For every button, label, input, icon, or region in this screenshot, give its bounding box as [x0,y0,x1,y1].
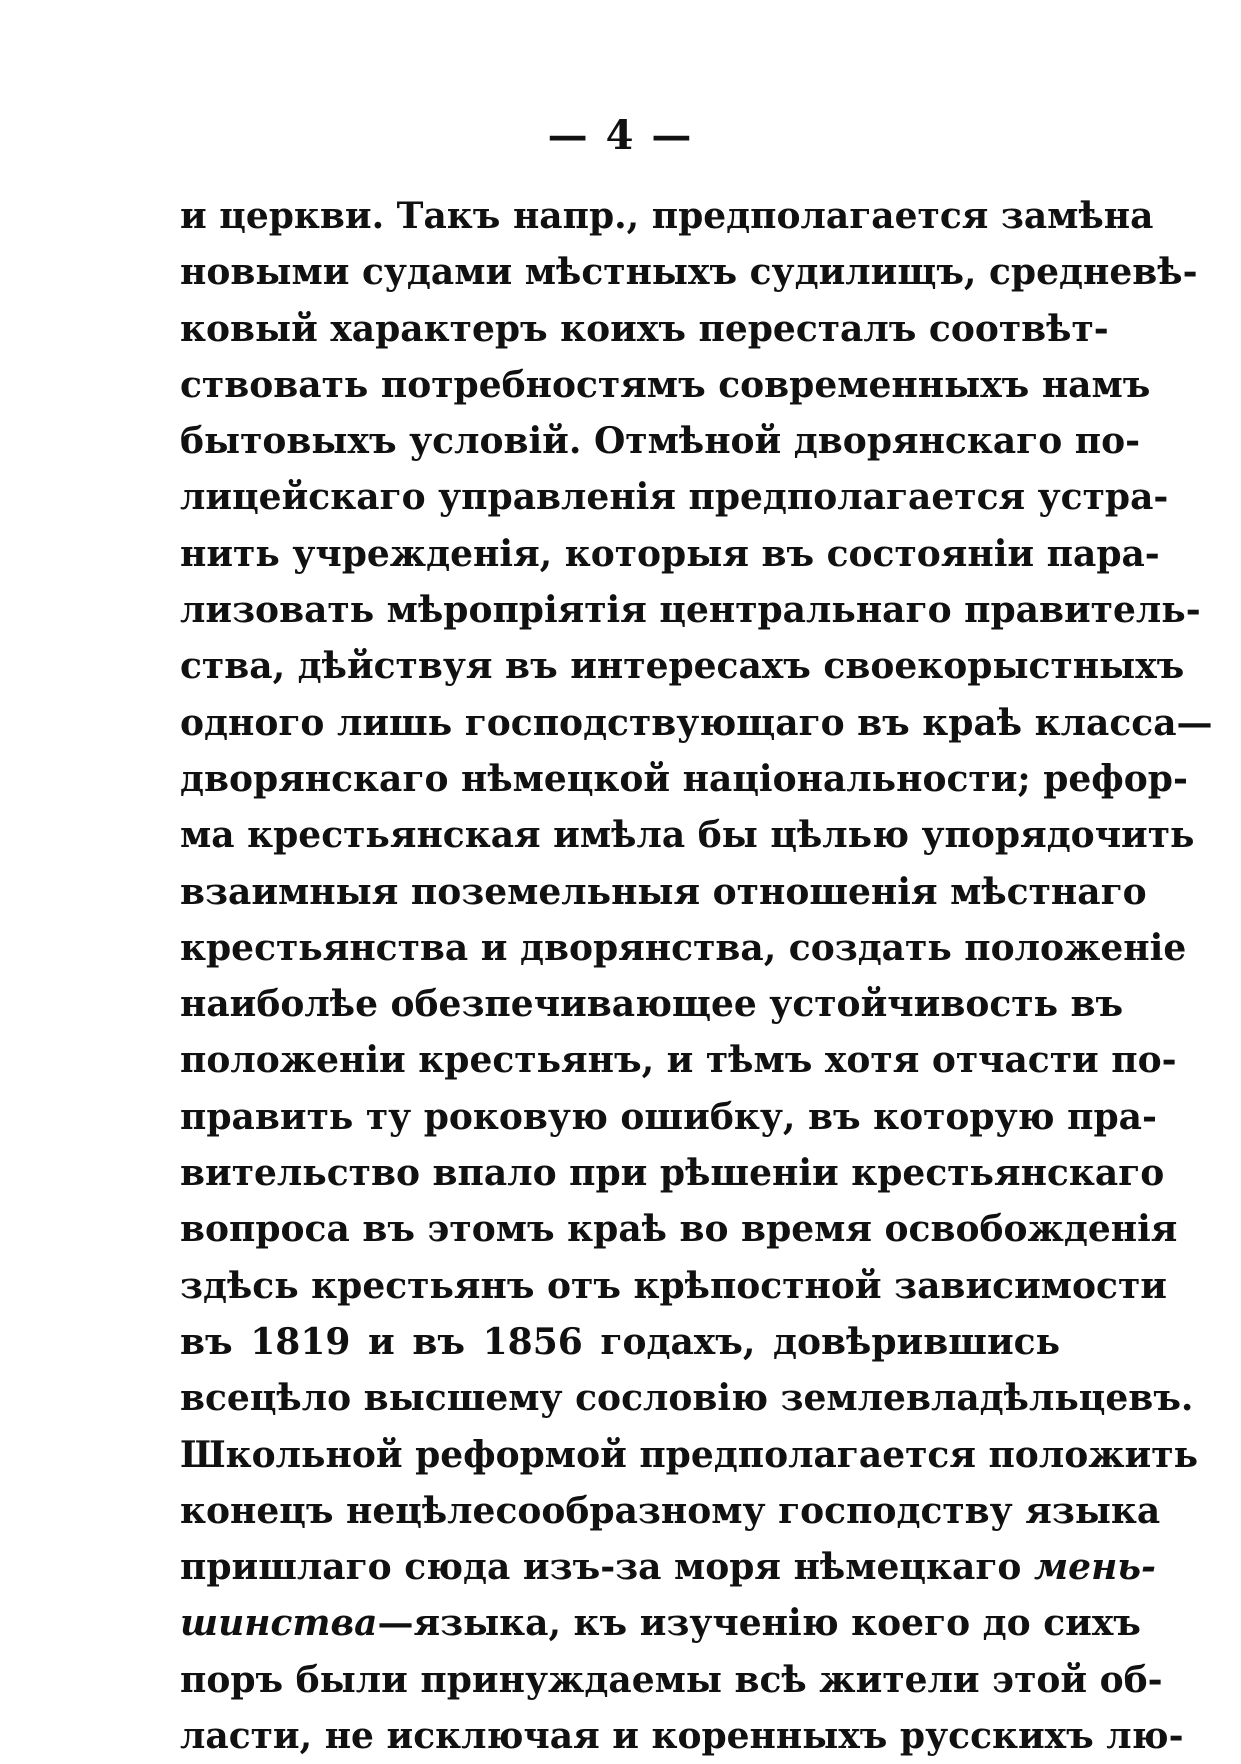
text-run: —языка, къ изученію коего до сихъ [377,1602,1141,1645]
text-line: ковый характеръ коихъ пересталъ соотвѣт- [180,307,1109,350]
text-line: ласти, не исключая и коренныхъ русскихъ лю- [180,1715,1184,1758]
text-line: новыми судами мѣстныхъ судилищъ, средневѣ- [180,251,1198,294]
text-line: здѣсь крестьянъ отъ крѣпостной зависимости [180,1264,1167,1307]
text-line: поръ были принуждаемы всѣ жители этой об- [180,1658,1163,1701]
text-line: конецъ нецѣлесообразному господству языка [180,1489,1161,1532]
text-line: всецѣло высшему сословію землевладѣльцевъ. [180,1377,1194,1420]
text-line: Школьной реформой предполагается положить [180,1433,1199,1476]
text-run: пришлаго сюда изъ-за моря нѣмецкаго [180,1546,1034,1589]
text-line: ма крестьянская имѣла бы цѣлью упорядочить [180,814,1195,857]
text-line: въ 1819 и въ 1856 годахъ, довѣрившись [180,1320,1060,1363]
text-line: лицейскаго управленія предполагается устра- [180,476,1169,519]
text-line: взаимныя поземельныя отношенія мѣстнаго [180,870,1147,913]
text-line-with-italic [180,1539,1156,1595]
text-line: положеніи крестьянъ, и тѣмъ хотя отчасти по- [180,1039,1177,1082]
text-line-with-italic [180,1595,1141,1651]
text-line: одного лишь господствующаго въ краѣ класса— [180,701,1213,744]
body-text [180,188,1213,1764]
page-number: — 4 — [547,112,694,159]
text-line: дворянскаго нѣмецкой національности; рефор- [180,757,1188,800]
text-line: бытовыхъ условій. Отмѣной дворянскаго по- [180,420,1141,463]
text-line: нить учрежденія, которыя въ состояніи пара- [180,532,1160,575]
text-line: править ту роковую ошибку, въ которую пра- [180,1095,1157,1138]
text-line: наиболѣе обезпечивающее устойчивость въ [180,983,1124,1026]
text-line: лизовать мѣропріятія центральнаго правитель- [180,589,1201,632]
text-line: крестьянства и дворянства, создать положеніе [180,926,1187,969]
text-line: вопроса въ этомъ краѣ во время освобожденія [180,1208,1178,1251]
text-line: вительство впало при рѣшеніи крестьянскаго [180,1152,1165,1195]
text-line: ства, дѣйствуя въ интересахъ своекорыстныхъ [180,645,1185,688]
italic-text-run: мень- [1033,1546,1156,1589]
text-line: ствовать потребностямъ современныхъ намъ [180,363,1151,406]
italic-text-run: шинства [180,1602,378,1645]
text-line: и церкви. Такъ напр., предполагается замѣна [180,195,1154,237]
